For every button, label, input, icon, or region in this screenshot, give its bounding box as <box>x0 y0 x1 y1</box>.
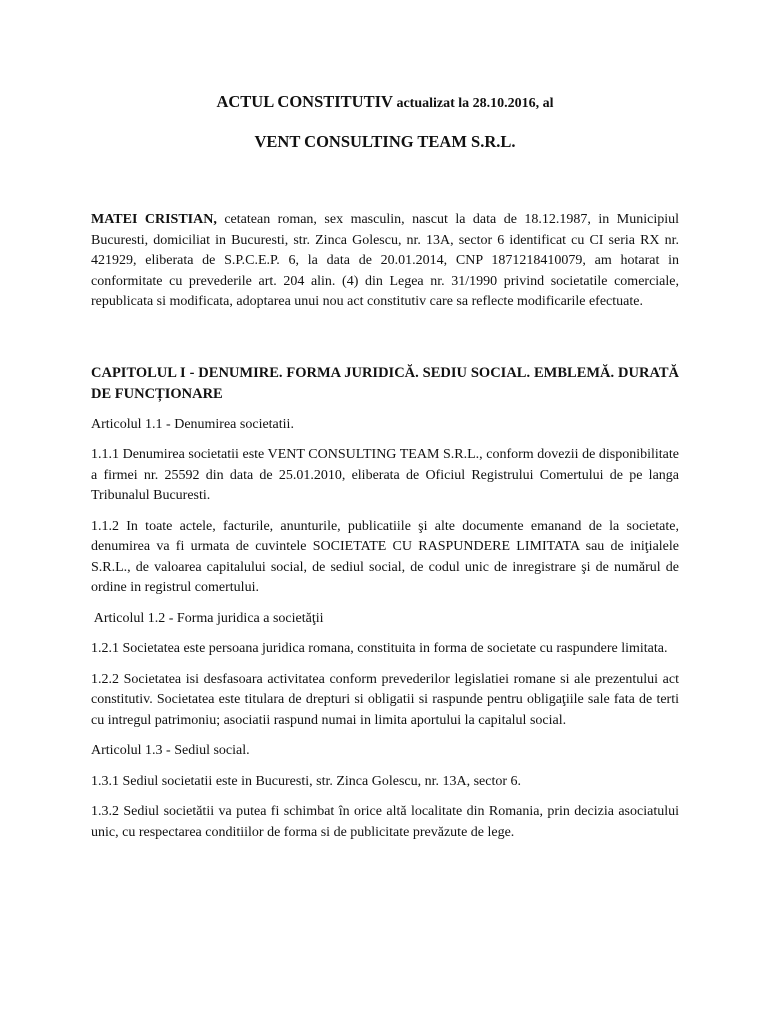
company-name: VENT CONSULTING TEAM S.R.L. <box>254 132 516 151</box>
paragraph-1-1-1: 1.1.1 Denumirea societatii este VENT CONSULTING TEAM S.R.L., conform dovezii de disponibilitate a firmei nr. 25592 din data de 25.01.2010, eliberata de Oficiul Registrului Comertului de pe langa Tribunalul Bucuresti. <box>91 447 679 503</box>
intro-text: cetatean roman, sex masculin, nascut la data de 18.12.1987, in Municipiul Bucuresti, domiciliat in Bucuresti, str. Zinca Golescu, nr. 13A, sector 6 identificat cu CI seria RX nr. 421929, eliberata de S.P.C.E.P. 6, la data de 20.01.2014, CNP 1871218410079, am hotarat in conformitate cu prevederile art. 204 alin. (4) din Legea nr. 31/1990 privind societatile comerciale, republicata si modificata, adoptarea unui nou act constitutiv care sa reflecte modificarile efectuate. <box>91 212 679 309</box>
article-1-1-heading: Articolul 1.1 - Denumirea societatii. <box>91 416 294 432</box>
document-body <box>91 88 679 843</box>
paragraph-1-2-2: 1.2.2 Societatea isi desfasoara activitatea conform prevederilor legislatiei romane si ale prezentului act constitutiv. Societatea este titulara de drepturi si obligatii si raspunde pentru obligaţiile sale fata de terti cu intregul patrimoniu; asociatii raspund numai in limita aportului la capitalul social. <box>91 671 679 728</box>
founder-name: MATEI CRISTIAN, <box>91 212 217 227</box>
intro-paragraph <box>91 210 679 313</box>
paragraph-1-3-1: 1.3.1 Sediul societatii este in Bucuresti, str. Zinca Golescu, nr. 13A, sector 6. <box>91 773 522 789</box>
paragraph-1-2-1: 1.2.1 Societatea este persoana juridica romana, constituita in forma de societate cu raspundere limitata. <box>91 641 668 656</box>
paragraph-1-3-2: 1.3.2 Sediul societătii va putea fi schimbat în orice altă localitate din Romania, prin decizia asociatului unic, cu respectarea conditiilor de forma si de publicitate prevăzute de lege. <box>91 804 679 840</box>
article-1-2-heading: Articolul 1.2 - Forma juridica a societăţii <box>91 610 324 626</box>
chapter-1-heading: CAPITOLUL I - DENUMIRE. FORMA JURIDICĂ. SEDIU SOCIAL. EMBLEMĂ. DURATĂ DE FUNCȚIONARE <box>91 364 679 402</box>
article-1-3-heading: Articolul 1.3 - Sediul social. <box>91 743 250 758</box>
paragraph-1-1-2: 1.1.2 In toate actele, facturile, anunturile, publicatiile şi alte documente emanand de la societate, denumirea va fi urmata de cuvintele SOCIETATE CU RASPUNDERE LIMITATA sau de iniţialele S.R.L., de valoarea capitalului social, de sediul social, de codul unic de inregistrare şi de numărul de ordine in registrul comertului. <box>91 518 679 595</box>
title-suffix: actualizat la 28.10.2016, al <box>392 96 554 111</box>
title-main: ACTUL CONSTITUTIV <box>216 92 393 111</box>
document-title <box>91 90 679 116</box>
